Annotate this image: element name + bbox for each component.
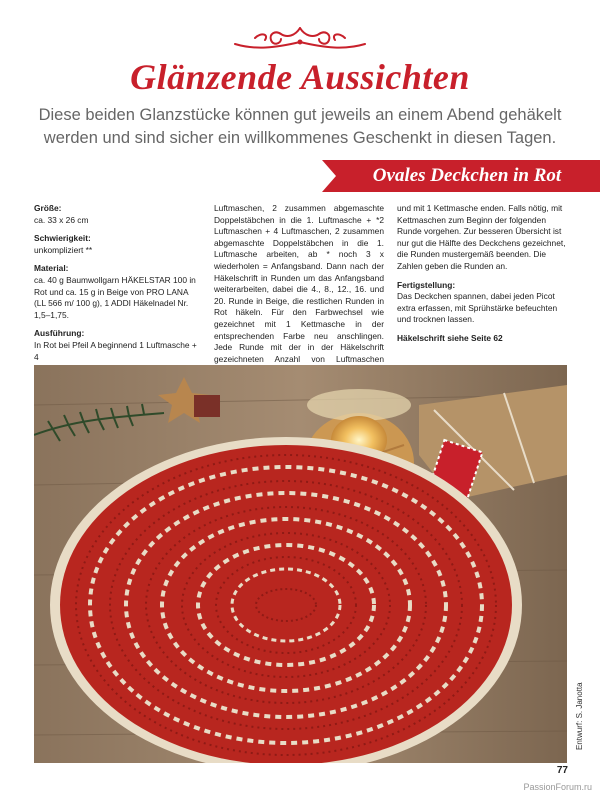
text-column-1 — [34, 203, 202, 370]
design-credit: Entwurf: S. Janotta — [575, 682, 584, 750]
watermark: PassionForum.ru — [523, 782, 592, 792]
execution-value: In Rot bei Pfeil A beginnend 1 Luftmasche + 4 — [34, 339, 197, 362]
instructions-end: und mit 1 Kettmasche enden. Falls nötig, mit Kettmaschen zum Beginn der folgenden Runde vorgehen. Zur besseren Übersicht ist nur gut die Hälfte des Deckchens gezeichnet, die Runden mustergemäß beenden. Die Zahlen geben die Runden an. — [397, 203, 566, 271]
section-banner — [322, 160, 600, 192]
material-label: Material: — [34, 263, 69, 274]
finishing-value: Das Deckchen spannen, dabei jeden Picot extra erfassen, mit Sprühstärke befeuchten und trocknen lassen. — [397, 291, 558, 325]
difficulty-label: Schwierigkeit: — [34, 233, 91, 244]
chart-reference: Häkelschrift siehe Seite 62 — [397, 332, 503, 343]
banner-title: Ovales Deckchen in Rot — [372, 165, 562, 186]
size-value: ca. 33 x 26 cm — [34, 214, 89, 225]
text-column-3 — [397, 203, 569, 352]
instructions-continued: Luftmaschen, 2 zusammen abgemaschte Doppelstäbchen in die 1. Luftmasche + *2 Luftmaschen + 4 Luftmaschen, 2 zusammen abgemaschte Doppelstäbchen in die 1. Luftmasche arbeiten, ab * noch 3 x wiederholen = Anfangsband. Dann nach der Häkelschrift in Runden um das Anfangsband weiterarbeiten, dabei die 4., 8., 12., 16. und 20. Runde in Beige, die restlichen Runden in Rot häkeln. Für den Farbwechsel wie gezeichnet mit 1 Kettmasche in der entsprechenden Farbe neu anschlingen. Jede Runde mit der in der Häkelschrift gezeichneten Anzahl von Luftmaschen — [214, 203, 384, 364]
doily-photo — [34, 365, 567, 763]
material-value: ca. 40 g Baumwollgarn HÄKELSTAR 100 in Rot und ca. 15 g in Beige von PRO LANA (LL 566 m/ 100 g), 1 ADDI Häkelnadel Nr. 1,5–1,75. — [34, 274, 196, 320]
page-number: 77 — [556, 765, 568, 776]
execution-label: Ausführung: — [34, 328, 85, 339]
text-column-2 — [214, 203, 384, 384]
finishing-label: Fertigstellung: — [397, 279, 456, 290]
intro-text: Diese beiden Glanzstücke können gut jeweils an einem Abend gehäkelt werden und sind sicher ein willkommenes Geschenkt in diesen Tagen. — [38, 106, 562, 147]
ornament-flourish-icon — [225, 22, 375, 56]
page-title: Glänzende Aussichten — [130, 57, 470, 97]
difficulty-value: unkompliziert ** — [34, 244, 93, 255]
size-label: Größe: — [34, 203, 62, 213]
